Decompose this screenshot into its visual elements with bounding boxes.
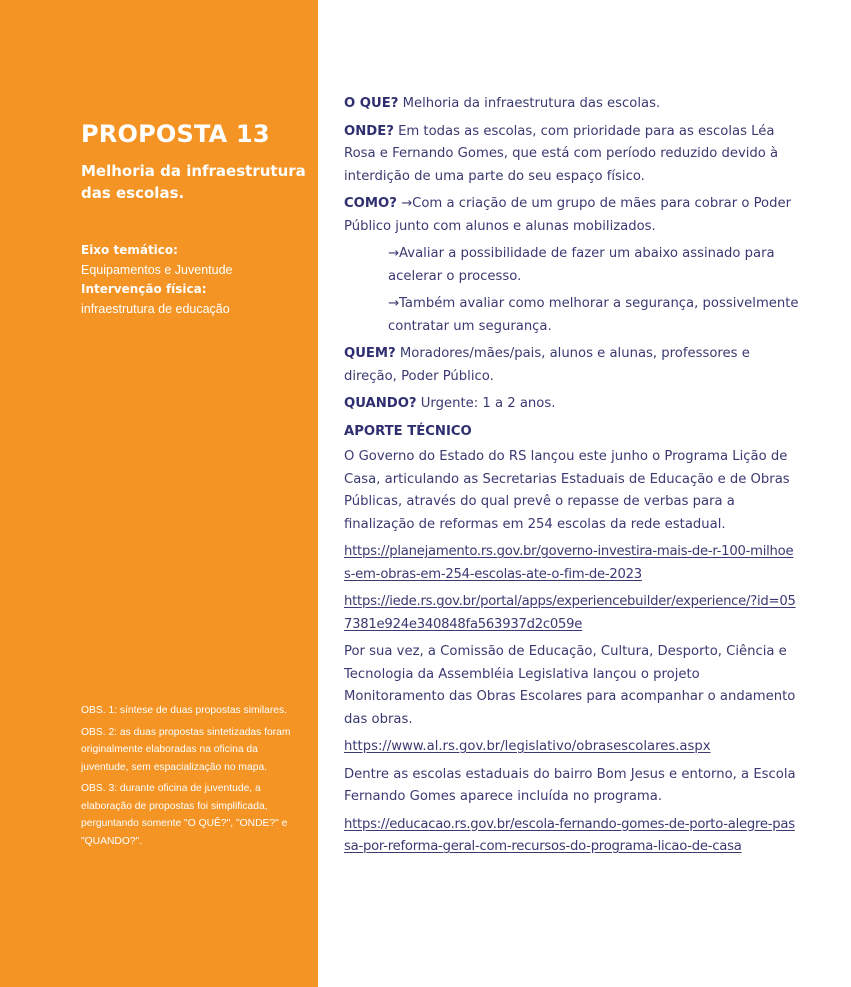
quem-label: QUEM? bbox=[344, 346, 396, 361]
observations bbox=[81, 702, 307, 854]
link-educacao[interactable]: https://educacao.rs.gov.br/escola-fernando-gomes-de-porto-alegre-passa-por-reforma-geral-com-recursos-do-programa-licao-de-casa bbox=[344, 816, 795, 854]
proposal-subtitle: Melhoria da infraestrutura das escolas. bbox=[81, 162, 306, 202]
como-item: →Avaliar a possibilidade de fazer um abaixo assinado para acelerar o processo. bbox=[388, 246, 775, 284]
quem-section bbox=[344, 343, 799, 388]
como-item: →Também avaliar como melhorar a segurança, possivelmente contratar um segurança. bbox=[388, 296, 799, 334]
oque-section bbox=[344, 93, 799, 116]
quando-label: QUANDO? bbox=[344, 396, 417, 411]
sidebar bbox=[0, 0, 318, 987]
aporte-heading: APORTE TÉCNICO bbox=[344, 423, 472, 439]
onde-text: Em todas as escolas, com prioridade para as escolas Léa Rosa e Fernando Gomes, que está com período reduzido devido à interdição de uma parte do seu espaço físico. bbox=[344, 123, 779, 184]
obs-note: OBS. 2: as duas propostas sintetizadas foram originalmente elaboradas na oficina da juventude, sem espacialização no mapa. bbox=[81, 726, 291, 773]
como-label: COMO? bbox=[344, 196, 397, 211]
intervencao-label: Intervenção física: bbox=[81, 282, 207, 296]
oque-text: Melhoria da infraestrutura das escolas. bbox=[402, 96, 661, 111]
obs-note: OBS. 3: durante oficina de juventude, a elaboração de propostas foi simplificada, perguntando somente "O QUÊ?", "ONDE?" e "QUANDO?". bbox=[81, 783, 288, 847]
quem-text: Moradores/mães/pais, alunos e alunas, professores e direção, Poder Público. bbox=[344, 346, 750, 384]
link-assembleia[interactable]: https://www.al.rs.gov.br/legislativo/obrasescolares.aspx bbox=[344, 739, 711, 754]
aporte-paragraph: Dentre as escolas estaduais do bairro Bom Jesus e entorno, a Escola Fernando Gomes aparece incluída no programa. bbox=[344, 766, 796, 804]
proposal-title: PROPOSTA 13 bbox=[81, 120, 270, 148]
obs-note: OBS. 1: síntese de duas propostas similares. bbox=[81, 705, 288, 716]
link-iede[interactable]: https://iede.rs.gov.br/portal/apps/experiencebuilder/experience/?id=057381e924e340848fa563937d2c059e bbox=[344, 594, 796, 632]
aporte-paragraph: Por sua vez, a Comissão de Educação, Cultura, Desporto, Ciência e Tecnologia da Assembléia Legislativa lançou o projeto Monitoramento das Obras Escolares para acompanhar o andamento das obras. bbox=[344, 644, 796, 727]
main-content bbox=[344, 93, 799, 864]
proposal-meta bbox=[81, 241, 311, 319]
oque-label: O QUE? bbox=[344, 96, 399, 111]
quando-section bbox=[344, 393, 799, 416]
quando-text: Urgente: 1 a 2 anos. bbox=[420, 396, 556, 411]
como-text: →Com a criação de um grupo de mães para cobrar o Poder Público junto com alunos e alunas mobilizados. bbox=[344, 196, 792, 234]
intervencao-value: infraestrutura de educação bbox=[81, 301, 230, 316]
onde-label: ONDE? bbox=[344, 123, 394, 139]
onde-section bbox=[344, 121, 799, 189]
eixo-value: Equipamentos e Juventude bbox=[81, 262, 233, 277]
como-section bbox=[344, 193, 799, 238]
eixo-label: Eixo temático: bbox=[81, 243, 178, 257]
link-planejamento[interactable]: https://planejamento.rs.gov.br/governo-investira-mais-de-r-100-milhoes-em-obras-em-254-escolas-ate-o-fim-de-2023 bbox=[344, 544, 794, 582]
aporte-paragraph: O Governo do Estado do RS lançou este junho o Programa Lição de Casa, articulando as Secretarias Estaduais de Educação e de Obras Públicas, através do qual prevê o repasse de verbas para a finalização de reformas em 254 escolas da rede estadual. bbox=[344, 449, 790, 532]
